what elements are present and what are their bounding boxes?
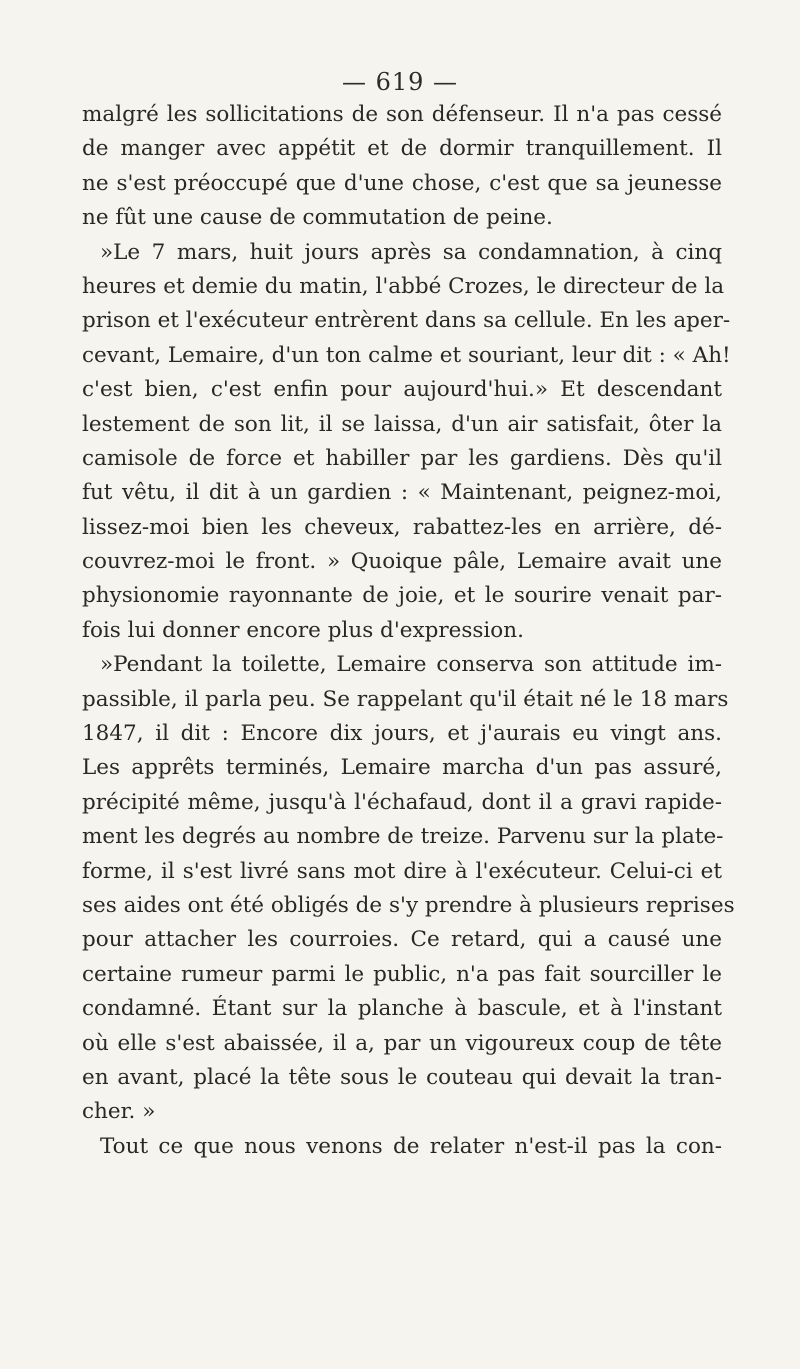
text-line: forme, il s'est livré sans mot dire à l'exécuteur. Celui-ci et xyxy=(82,858,722,884)
text-line: ment les degrés au nombre de treize. Parvenu sur la plate- xyxy=(82,824,724,850)
text-line: pour attacher les courroies. Ce retard, qui a causé une xyxy=(82,927,722,953)
text-line: ne s'est préoccupé que d'une chose, c'est que sa jeunesse xyxy=(82,170,722,196)
text-line: passible, il parla peu. Se rappelant qu'il était né le 18 mars xyxy=(82,686,729,712)
text-line: certaine rumeur parmi le public, n'a pas fait sourciller le xyxy=(82,961,722,987)
text-line: de manger avec appétit et de dormir tranquillement. Il xyxy=(82,136,722,162)
page-number: — 619 — xyxy=(341,68,459,96)
page-body-text xyxy=(82,98,735,1164)
text-line: malgré les sollicitations de son défenseur. Il n'a pas cessé xyxy=(82,102,722,127)
text-line: en avant, placé la tête sous le couteau qui devait la tran- xyxy=(82,1064,722,1090)
text-line: 1847, il dit : Encore dix jours, et j'aurais eu vingt ans. xyxy=(82,721,722,747)
text-line: »Pendant la toilette, Lemaire conserva son attitude im- xyxy=(100,652,722,678)
text-line: lestement de son lit, il se laissa, d'un air satisfait, ôter la xyxy=(82,411,722,437)
text-line: prison et l'exécuteur entrèrent dans sa cellule. En les aper- xyxy=(82,308,731,334)
text-line: ne fût une cause de commutation de peine. xyxy=(82,205,553,231)
text-line: ses aides ont été obligés de s'y prendre à plusieurs reprises xyxy=(82,892,735,918)
text-line: »Le 7 mars, huit jours après sa condamnation, à cinq xyxy=(100,239,722,265)
text-line: cevant, Lemaire, d'un ton calme et souriant, leur dit : « Ah! xyxy=(82,342,731,368)
text-line: où elle s'est abaissée, il a, par un vigoureux coup de tête xyxy=(82,1030,722,1056)
text-line: fois lui donner encore plus d'expression. xyxy=(82,617,524,643)
text-line: c'est bien, c'est enfin pour aujourd'hui.» Et descendant xyxy=(82,377,722,403)
text-line: fut vêtu, il dit à un gardien : « Maintenant, peignez-moi, xyxy=(82,480,722,506)
text-line: condamné. Étant sur la planche à bascule, et à l'instant xyxy=(82,996,722,1022)
text-line: précipité même, jusqu'à l'échafaud, dont il a gravi rapide- xyxy=(82,789,722,815)
text-line: lissez-moi bien les cheveux, rabattez-les en arrière, dé- xyxy=(82,514,722,540)
text-line: cher. » xyxy=(82,1099,156,1125)
text-line: camisole de force et habiller par les gardiens. Dès qu'il xyxy=(82,445,722,471)
text-line: heures et demie du matin, l'abbé Crozes, le directeur de la xyxy=(82,273,725,299)
text-line: couvrez-moi le front. » Quoique pâle, Lemaire avait une xyxy=(82,549,722,575)
text-line: physionomie rayonnante de joie, et le sourire venait par- xyxy=(82,583,722,609)
text-line: Tout ce que nous venons de relater n'est-il pas la con- xyxy=(100,1133,722,1159)
text-line: Les apprêts terminés, Lemaire marcha d'un pas assuré, xyxy=(82,755,722,781)
